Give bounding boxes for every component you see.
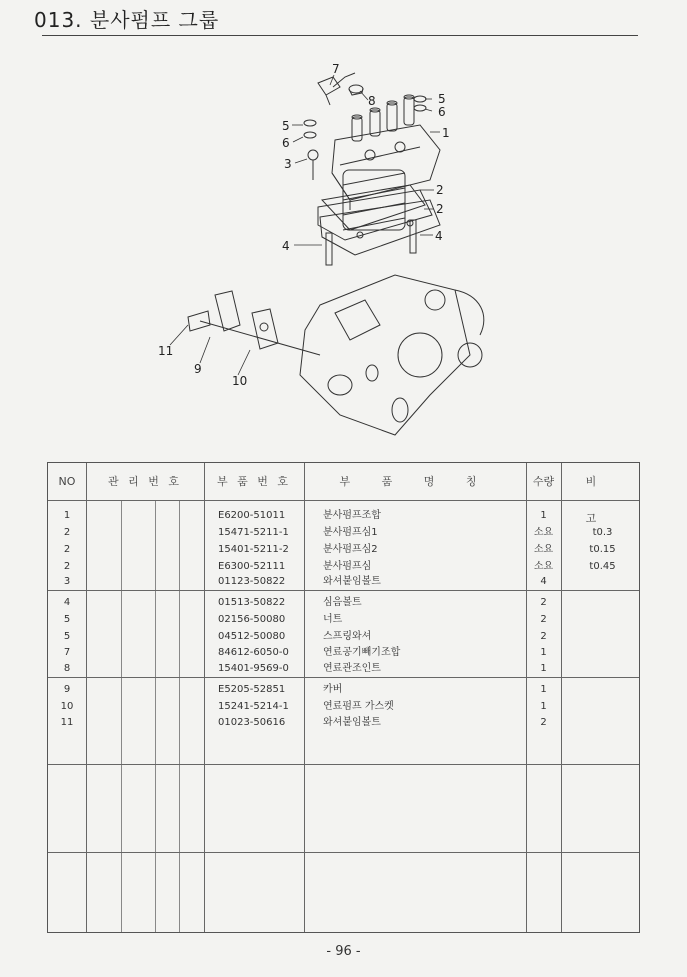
header-qty: 수량 [532, 475, 555, 488]
row-qty: 2 [540, 717, 547, 728]
table-row [48, 507, 639, 524]
row-no: 4 [63, 597, 71, 608]
table-row [48, 714, 639, 731]
header-part-name: 부 품 명 칭 [339, 475, 491, 488]
callout-1: 1 [442, 126, 450, 140]
callout-10: 10 [232, 374, 248, 388]
table-row [48, 660, 639, 677]
row-part-name: 와셔붙임볼트 [323, 717, 381, 728]
row-part-name: 스프링와셔 [323, 631, 372, 642]
engine-block-drawing [300, 275, 484, 435]
title-divider [42, 35, 638, 36]
row-part-no: 15401-5211-2 [218, 544, 289, 555]
row-part-name: 심음볼트 [323, 597, 362, 608]
row-part-no: E6300-52111 [218, 561, 286, 572]
row-part-no: 02156-50080 [218, 614, 286, 625]
callout-4-right: 4 [435, 229, 443, 243]
table-row [48, 573, 639, 590]
row-qty: 소요 [533, 561, 554, 572]
row-no: 2 [63, 544, 71, 555]
row-no: 5 [63, 631, 71, 642]
row-part-no: 15241-5214-1 [218, 701, 289, 712]
row-part-name: 너트 [323, 614, 343, 625]
row-part-name: 분사펌프심2 [323, 544, 378, 555]
callout-2-upper: 2 [436, 183, 444, 197]
row-no: 8 [63, 663, 71, 674]
group-divider [48, 852, 639, 853]
row-qty: 2 [540, 614, 547, 625]
callout-9: 9 [194, 362, 202, 376]
callout-11: 11 [158, 344, 174, 358]
row-note: t0.45 [589, 561, 616, 572]
row-part-no: 01023-50616 [218, 717, 286, 728]
row-no: 2 [63, 527, 71, 538]
row-no: 2 [63, 561, 71, 572]
table-row [48, 611, 639, 628]
cover-plate-drawing [188, 291, 320, 355]
row-part-no: 01513-50822 [218, 597, 286, 608]
row-no: 5 [63, 614, 71, 625]
row-part-name: 분사펌프심1 [323, 527, 378, 538]
table-row [48, 628, 639, 645]
row-part-no: 15401-9569-0 [218, 663, 289, 674]
injection-pump-drawing [318, 95, 440, 255]
row-part-name: 연료펌프 가스켓 [323, 701, 394, 712]
row-part-name: 와셔붙임볼트 [323, 576, 381, 587]
row-part-name: 분사펌프조합 [323, 510, 381, 521]
row-qty: 소요 [533, 544, 554, 555]
row-qty: 2 [540, 631, 547, 642]
row-part-no: 01123-50822 [218, 576, 286, 587]
table-row [48, 681, 639, 698]
table-row [48, 594, 639, 611]
header-note: 비 고 [585, 475, 617, 525]
group-divider [48, 590, 639, 591]
row-no: 1 [63, 510, 71, 521]
table-row [48, 644, 639, 661]
row-part-name: 연료공기빼기조합 [323, 647, 401, 658]
header-no: NO [58, 475, 76, 488]
row-part-name: 연료관조인트 [323, 663, 381, 674]
header-mgmt-no: 관 리 번 호 [108, 475, 182, 488]
callout-7: 7 [332, 62, 340, 76]
page-number: - 96 - [326, 944, 361, 959]
callout-5-left: 5 [282, 119, 290, 133]
header-divider [48, 500, 639, 501]
row-part-no: E5205-52851 [218, 684, 286, 695]
row-part-no: 84612-6050-0 [218, 647, 289, 658]
row-no: 9 [63, 684, 71, 695]
row-no: 10 [60, 701, 74, 712]
exploded-parts-diagram [0, 55, 687, 455]
callout-8: 8 [368, 94, 376, 108]
callout-5: 5 [438, 92, 446, 106]
row-qty: 1 [540, 701, 547, 712]
row-part-no: 15471-5211-1 [218, 527, 289, 538]
group-divider [48, 764, 639, 765]
row-no: 11 [60, 717, 74, 728]
fuel-joint-parts [304, 73, 426, 180]
callout-2-lower: 2 [436, 202, 444, 216]
row-part-name: 카버 [323, 684, 343, 695]
row-qty: 1 [540, 663, 547, 674]
row-qty: 1 [540, 510, 547, 521]
row-part-name: 분사펌프심 [323, 561, 372, 572]
parts-list-table [47, 462, 640, 933]
page-title: 013. 분사펌프 그룹 [34, 8, 220, 32]
stud-bolts-drawing [326, 220, 416, 265]
callout-6: 6 [438, 105, 446, 119]
table-row [48, 698, 639, 715]
row-note: t0.3 [592, 527, 613, 538]
callout-4-left: 4 [282, 239, 290, 253]
row-qty: 소요 [533, 527, 554, 538]
row-no: 3 [63, 576, 71, 587]
row-qty: 1 [540, 647, 547, 658]
row-qty: 2 [540, 597, 547, 608]
table-row [48, 541, 639, 558]
row-qty: 4 [540, 576, 547, 587]
row-qty: 1 [540, 684, 547, 695]
callout-6-left: 6 [282, 136, 290, 150]
row-part-no: E6200-51011 [218, 510, 286, 521]
table-row [48, 524, 639, 541]
group-divider [48, 677, 639, 678]
row-note: t0.15 [589, 544, 616, 555]
row-part-no: 04512-50080 [218, 631, 286, 642]
callout-3: 3 [284, 157, 292, 171]
header-part-no: 부 품 번 호 [217, 475, 291, 488]
row-no: 7 [63, 647, 71, 658]
